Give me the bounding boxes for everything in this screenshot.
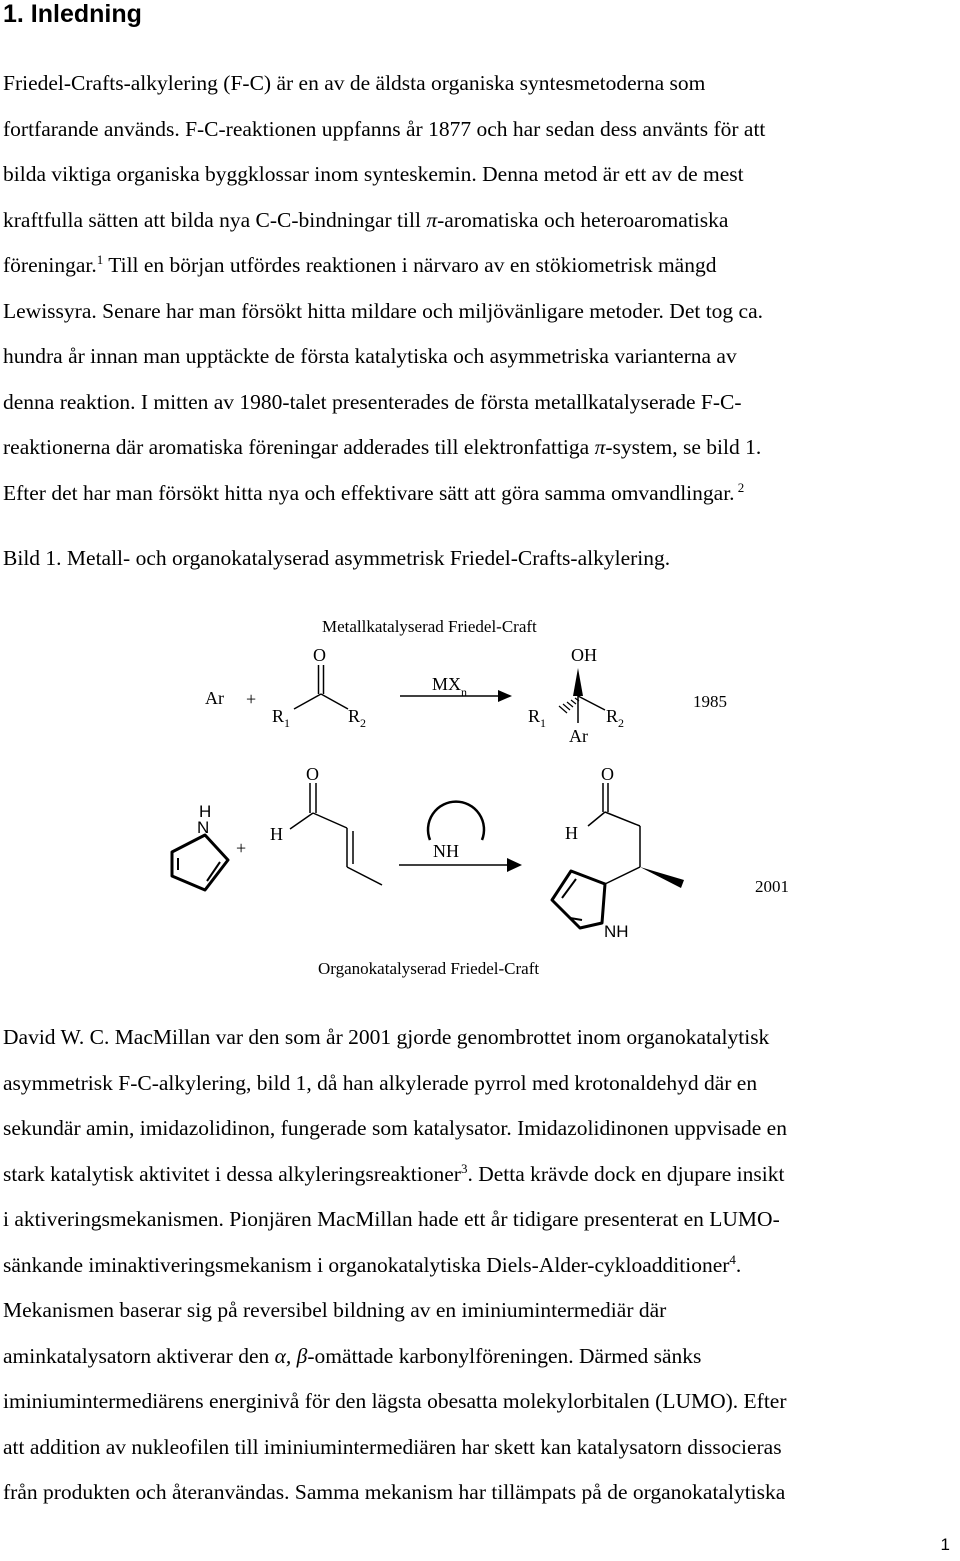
text-segment: föreningar. [3, 253, 97, 277]
hydroxyl-label: OH [571, 645, 597, 665]
text-segment: . Detta krävde dock en djupare insikt [467, 1161, 785, 1186]
product-r1 [528, 706, 546, 730]
text-segment: Till en början utfördes reaktionen i närvaro av en stökiometrisk mängd [103, 253, 717, 277]
subscript: 2 [618, 716, 625, 730]
text-line [3, 1061, 957, 1107]
ketone-structure [294, 665, 348, 709]
text-segment: . [735, 1252, 742, 1277]
wedge-bond [640, 867, 684, 888]
text-line [3, 1470, 957, 1516]
footnote-ref: 1 [96, 251, 104, 267]
text-line [3, 61, 957, 107]
text-segment: Lewissyra. Senare har man försökt hitta mildare och miljövänligare metoder. Det tog ca. [3, 298, 764, 323]
year-label-2001: 2001 [755, 877, 789, 896]
product-aldehyde-h: H [565, 823, 578, 843]
text-segment: -omättade karbonylföreningen. Därmed sänks [307, 1343, 702, 1368]
text-segment: kraftfulla sätten att bilda nya C-C-bindningar till [3, 207, 427, 232]
text-line [3, 1243, 957, 1289]
ketone-r2 [348, 706, 366, 730]
page-number: 1 [940, 1535, 950, 1554]
section-heading: 1. Inledning [3, 0, 142, 28]
text-line [3, 1197, 957, 1243]
text-segment: sänkande iminaktiveringsmekanism i organokatalytiska Diels-Alder-cykloadditioner [3, 1252, 730, 1277]
text-line [3, 334, 957, 380]
reaction-scheme [0, 600, 960, 990]
text-segment: Friedel-Crafts-alkylering (F-C) är en av de äldsta organiska syntesmetoderna som [3, 71, 706, 95]
text-segment: sekundär amin, imidazolidinon, fungerade som katalysator. Imidazolidinonen uppvisade en [3, 1116, 787, 1140]
ketone-oxygen: O [313, 645, 326, 665]
footnote-ref: 3 [460, 1160, 468, 1176]
text-segment: asymmetrisk F-C-alkylering, bild 1, då han alkylerade pyrrol med krotonaldehyd där en [3, 1070, 758, 1095]
crotonaldehyde-structure [290, 783, 382, 885]
body-paragraph [3, 1015, 957, 1516]
r-symbol: R [606, 706, 619, 726]
footnote-ref: 4 [729, 1251, 736, 1267]
amine-catalyst-symbol [428, 802, 484, 840]
text-segment: Efter det har man försökt hitta nya och effektivare sätt att göra samma omvandlingar. [3, 480, 735, 505]
organo-scheme-title: Organokatalyserad Friedel-Craft [318, 959, 540, 978]
catalyst-mx: MX [432, 674, 462, 694]
text-segment: stark katalytisk aktivitet i dessa alkyleringsreaktioner [3, 1161, 461, 1186]
greek-symbol: π [594, 435, 606, 459]
text-line [3, 1379, 957, 1425]
pyrrole-structure [172, 835, 228, 890]
text-line [3, 1015, 957, 1061]
ar-reactant: Ar [205, 688, 224, 708]
text-line [3, 289, 957, 335]
text-line [3, 1425, 957, 1471]
alcohol-product-structure [559, 668, 605, 723]
ketone-r1 [272, 706, 290, 730]
subscript: 1 [284, 716, 291, 730]
product-ar: Ar [569, 726, 588, 746]
subscript: 1 [540, 716, 547, 730]
text-segment: iminiumintermediärens energinivå för den lägsta obesatta molekylorbitalen (LUMO). Efter [3, 1389, 787, 1413]
text-line [3, 1334, 957, 1380]
text-segment: att addition av nukleofilen till iminiumintermediären har skett kan katalysatorn dissocieras [3, 1434, 782, 1459]
year-label-1985: 1985 [693, 692, 727, 711]
text-segment: fortfarande används. F-C-reaktionen uppfanns år 1877 och har sedan dess använts för att [3, 116, 766, 141]
figure-caption [3, 536, 957, 582]
text-segment: Mekanismen baserar sig på reversibel bildning av en iminiumintermediär där [3, 1298, 667, 1322]
text-line [3, 1152, 957, 1198]
text-line [3, 1106, 957, 1152]
reaction-arrow-2 [399, 858, 522, 872]
text-line [3, 1288, 957, 1334]
product-pyrrole-ring [552, 871, 605, 928]
greek-symbol: α, β [274, 1343, 308, 1368]
pyrrole-h-label: H [199, 802, 212, 821]
text-segment: denna reaktion. I mitten av 1980-talet presenterades de första metallkatalyserade F-C- [3, 389, 742, 414]
text-segment: David W. C. MacMillan var den som år 2001 gjorde genombrottet inom organokatalytisk [3, 1025, 770, 1049]
text-line [3, 243, 957, 289]
product-oxygen: O [601, 764, 614, 784]
footnote-ref: 2 [734, 479, 745, 495]
pyrrole-attachment-bond [605, 867, 640, 884]
product-nh-label: NH [604, 922, 629, 941]
r-symbol: R [348, 706, 361, 726]
text-line [3, 425, 957, 471]
intro-paragraph [3, 61, 957, 516]
greek-symbol: π [426, 207, 438, 232]
product-r2 [606, 706, 624, 730]
r-symbol: R [272, 706, 285, 726]
subscript: 2 [360, 716, 367, 730]
pyrrole-n-label: N [197, 818, 210, 837]
metal-scheme-title: Metallkatalyserad Friedel-Craft [322, 617, 537, 636]
r-symbol: R [528, 706, 541, 726]
text-segment: från produkten och återanvändas. Samma mekanism har tillämpats på de organokatalytiska [3, 1480, 786, 1504]
plus-sign-1: + [246, 689, 257, 709]
aldehyde-h: H [270, 824, 283, 844]
catalyst-subscript: n [461, 685, 468, 699]
text-segment: reaktionerna där aromatiska föreningar adderades till elektronfattiga [3, 435, 595, 459]
text-line [3, 152, 957, 198]
text-line [3, 380, 957, 426]
catalyst-nh-label: NH [433, 841, 459, 861]
text-line [3, 471, 957, 517]
text-segment: hundra år innan man upptäckte de första katalytiska och asymmetriska varianterna av [3, 344, 737, 368]
text-line [3, 107, 957, 153]
text-segment: bilda viktiga organiska byggklossar inom synteskemin. Denna metod är ett av de mest [3, 162, 744, 186]
figure-caption-text: Bild 1. Metall- och organokatalyserad asymmetrisk Friedel-Crafts-alkylering. [3, 546, 671, 570]
alkylated-product-structure [588, 783, 640, 867]
text-line [3, 198, 957, 244]
text-segment: i aktiveringsmekanismen. Pionjären MacMillan hade ett år tidigare presenterat en LUMO- [3, 1207, 780, 1231]
text-segment: -system, se bild 1. [605, 435, 762, 459]
text-segment: -aromatiska och heteroaromatiska [437, 207, 729, 232]
text-segment: aminkatalysatorn aktiverar den [3, 1343, 275, 1368]
plus-sign-2: + [236, 838, 247, 858]
aldehyde-oxygen: O [306, 764, 319, 784]
